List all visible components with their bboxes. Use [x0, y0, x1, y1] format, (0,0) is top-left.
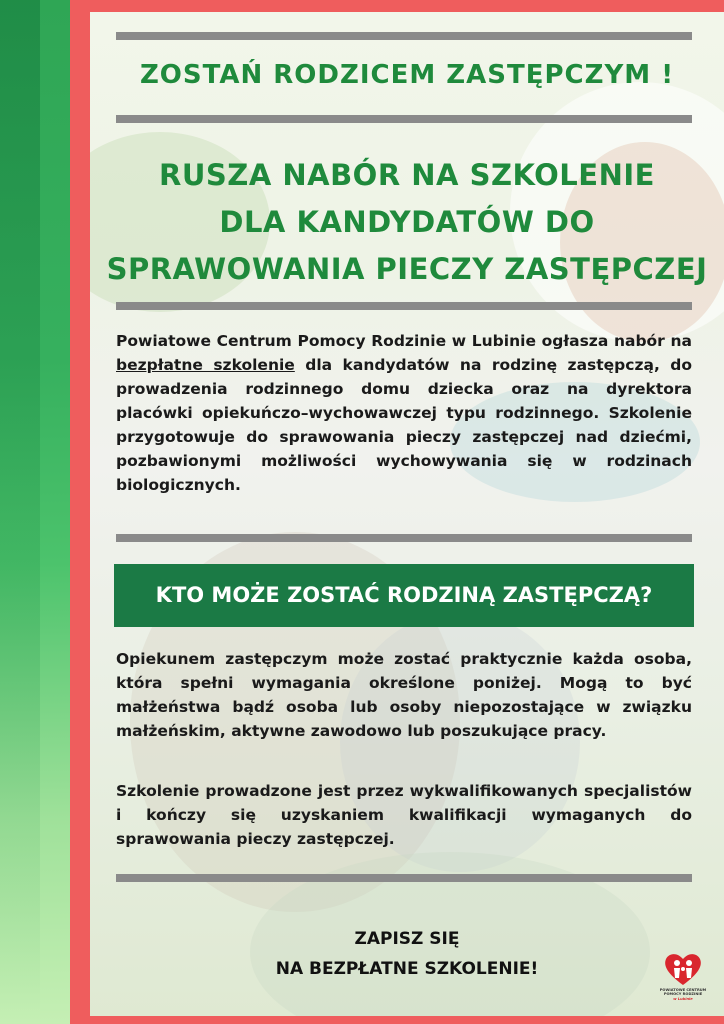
pcpr-logo: [659, 950, 707, 1010]
call-to-action: [90, 924, 724, 984]
divider-rule: [116, 874, 692, 882]
subtitle-line: SPRAWOWANIA PIECZY ZASTĘPCZEJ: [106, 252, 708, 286]
left-band-shade: [0, 0, 40, 1024]
subtitle: [90, 152, 724, 293]
free-training-highlight: bezpłatne szkolenie: [116, 356, 295, 374]
subtitle-line: DLA KANDYDATÓW DO: [219, 205, 595, 239]
cta-line: NA BEZPŁATNE SZKOLENIE!: [275, 959, 539, 979]
section-heading: KTO MOŻE ZOSTAĆ RODZINĄ ZASTĘPCZĄ?: [155, 583, 653, 607]
heart-family-icon: [662, 950, 704, 988]
poster-panel: [90, 12, 724, 1016]
logo-text-line: POMOCY RODZINIE: [663, 992, 703, 997]
training-paragraph: Szkolenie prowadzone jest przez wykwalifikowanych specjalistów i kończy się uzyskaniem kwalifikacji wymaganych do sprawowania pieczy zastępczej.: [116, 782, 692, 848]
eligibility-paragraph: Opiekunem zastępczym może zostać praktycznie każda osoba, która spełni wymagania określone poniżej. Mogą to być małżeństwa bądź osoba lub osoby niepozostające w związku małżeńskim, aktywne zawodowo lub poszukujące pracy.: [116, 650, 692, 740]
intro-paragraph: [116, 329, 692, 497]
subtitle-line: RUSZA NABÓR NA SZKOLENIE: [159, 158, 655, 192]
divider-rule: [116, 534, 692, 542]
page-title: ZOSTAŃ RODZICEM ZASTĘPCZYM !: [139, 60, 675, 90]
logo-caption: [656, 988, 710, 1001]
section-banner: [114, 564, 694, 627]
left-green-band: [0, 0, 78, 1024]
intro-text: dla kandydatów na rodzinę zastępczą, do prowadzenia rodzinnego domu dziecka oraz na dyrektora placówki opiekuńczo–wychowawczej typu rodzinnego. Szkolenie przygotowuje do sprawowania pieczy zastępczej nad dziećmi, pozbawionymi możliwości wychowywania się w rodzinach biologicznych.: [116, 356, 693, 494]
logo-text-line: POWIATOWE CENTRUM: [659, 988, 707, 992]
divider-rule: [116, 32, 692, 40]
divider-rule: [116, 302, 692, 310]
intro-text: Powiatowe Centrum Pomocy Rodzinie w Lubinie ogłasza nabór na: [116, 332, 692, 350]
logo-text-line: w Lubinie: [673, 996, 693, 1001]
divider-rule: [116, 115, 692, 123]
cta-line: ZAPISZ SIĘ: [354, 929, 460, 949]
